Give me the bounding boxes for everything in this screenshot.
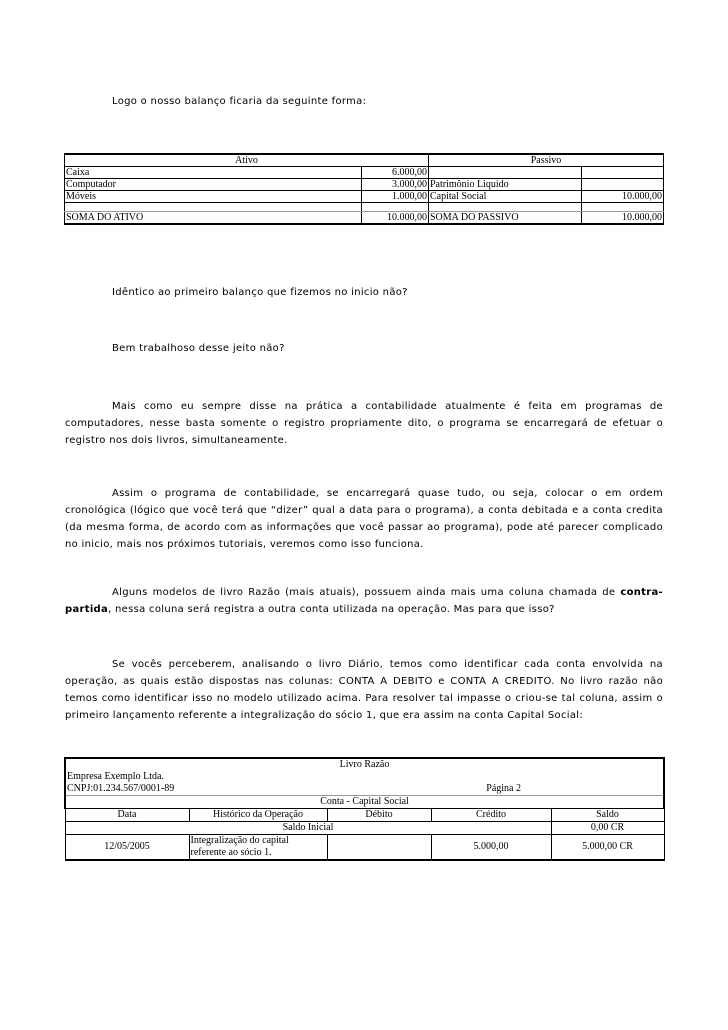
ledger-cnpj-row [65, 783, 664, 796]
table-row [65, 191, 664, 203]
table-row [65, 167, 664, 179]
page-number: Página 2 [486, 783, 521, 794]
saldo-inicial-row [65, 822, 664, 835]
total-passivo-label: SOMA DO PASSIVO [429, 212, 582, 225]
intro-text: Logo o nosso balanço ficaria da seguinte forma: [112, 96, 367, 107]
paragraph-mais [65, 398, 663, 449]
ativo-label: Móveis [65, 191, 362, 203]
bold-term: contra-partida [65, 587, 663, 615]
passivo-value: 10.000,00 [582, 191, 664, 203]
passivo-value [582, 179, 664, 191]
paragraph-assim [65, 485, 663, 553]
paragraph-se-text: Se vocês perceberem, analisando o livro Diário, temos como identificar cada conta envolvida na operação, as quais estão dispostas nas colunas: CONTA A DEBITO e CONTA A CREDITO. No livro razão não temos como identificar isso no modelo utilizado acima. Para resolver tal impasse o criou-se tal coluna, assim o primeiro lançamento referente a integralização do sócio 1, que era assim na conta Capital Social: [65, 659, 663, 721]
entry-debito [327, 835, 431, 861]
ativo-value: 3.000,00 [362, 179, 429, 191]
ativo-header: Ativo [65, 154, 429, 167]
company-name: Empresa Exemplo Ltda. [65, 771, 664, 783]
paragraph-trabalhoso: Bem trabalhoso desse jeito não? [112, 343, 285, 354]
entry-historico: Integralização do capital referente ao sócio 1. [189, 835, 327, 861]
col-data: Data [65, 809, 189, 822]
ledger-header-row [65, 809, 664, 822]
saldo-inicial-value: 0,00 CR [551, 822, 664, 835]
balance-header-row [65, 154, 664, 167]
paragraph-alguns-after: , nessa coluna será registra a outra conta utilizada na operação. Mas para que isso? [108, 604, 555, 615]
ativo-value: 6.000,00 [362, 167, 429, 179]
paragraph-identico: Idêntico ao primeiro balanço que fizemos no inicio não? [112, 287, 408, 298]
ledger-company-row [65, 771, 664, 783]
entry-saldo: 5.000,00 CR [551, 835, 664, 861]
passivo-header: Passivo [429, 154, 664, 167]
table-row [65, 835, 664, 861]
spacer-row [65, 203, 664, 212]
col-historico: Histórico da Operação [189, 809, 327, 822]
col-saldo: Saldo [551, 809, 664, 822]
paragraph-se [65, 656, 663, 724]
col-credito: Crédito [431, 809, 551, 822]
col-debito: Débito [327, 809, 431, 822]
paragraph-assim-text: Assim o programa de contabilidade, se encarregará quase tudo, ou seja, colocar o em ordem cronológica (lógico que você terá que “dizer” qual a data para o programa), a conta debitada e a conta credita (da mesma forma, de acordo com as informações que você passar ao programa), pode até parecer complicado no inicio, mais nos próximos tutoriais, veremos como isso funciona. [65, 488, 663, 550]
ledger-title: Livro Razão [65, 758, 664, 771]
saldo-inicial-label: Saldo Inicial [65, 822, 551, 835]
total-row [65, 212, 664, 225]
ledger-title-row [65, 758, 664, 771]
ativo-label: Computador [65, 179, 362, 191]
total-ativo-label: SOMA DO ATIVO [65, 212, 362, 225]
passivo-label: Patrimônio Liquido [429, 179, 582, 191]
total-ativo-value: 10.000,00 [362, 212, 429, 225]
ativo-value: 1.000,00 [362, 191, 429, 203]
entry-credito: 5.000,00 [431, 835, 551, 861]
total-passivo-value: 10.000,00 [582, 212, 664, 225]
company-cnpj: CNPJ:01.234.567/0001-89 [65, 783, 327, 796]
passivo-label: Capital Social [429, 191, 582, 203]
entry-date: 12/05/2005 [65, 835, 189, 861]
balance-table [64, 153, 664, 225]
paragraph-alguns [65, 584, 663, 618]
paragraph-mais-text: Mais como eu sempre disse na prática a contabilidade atualmente é feita em programas de computadores, nesse basta somente o registro propriamente dito, o programa se encarregará de efetuar o registro nos dois livros, simultaneamente. [65, 401, 663, 446]
ativo-label: Caixa [65, 167, 362, 179]
passivo-value [582, 167, 664, 179]
passivo-label [429, 167, 582, 179]
ledger-account-row [65, 796, 664, 809]
paragraph-alguns-before: Alguns modelos de livro Razão (mais atuais), possuem ainda mais uma coluna chamada de [112, 587, 621, 598]
ledger-table [64, 757, 665, 861]
account-name: Conta - Capital Social [65, 796, 664, 809]
table-row [65, 179, 664, 191]
